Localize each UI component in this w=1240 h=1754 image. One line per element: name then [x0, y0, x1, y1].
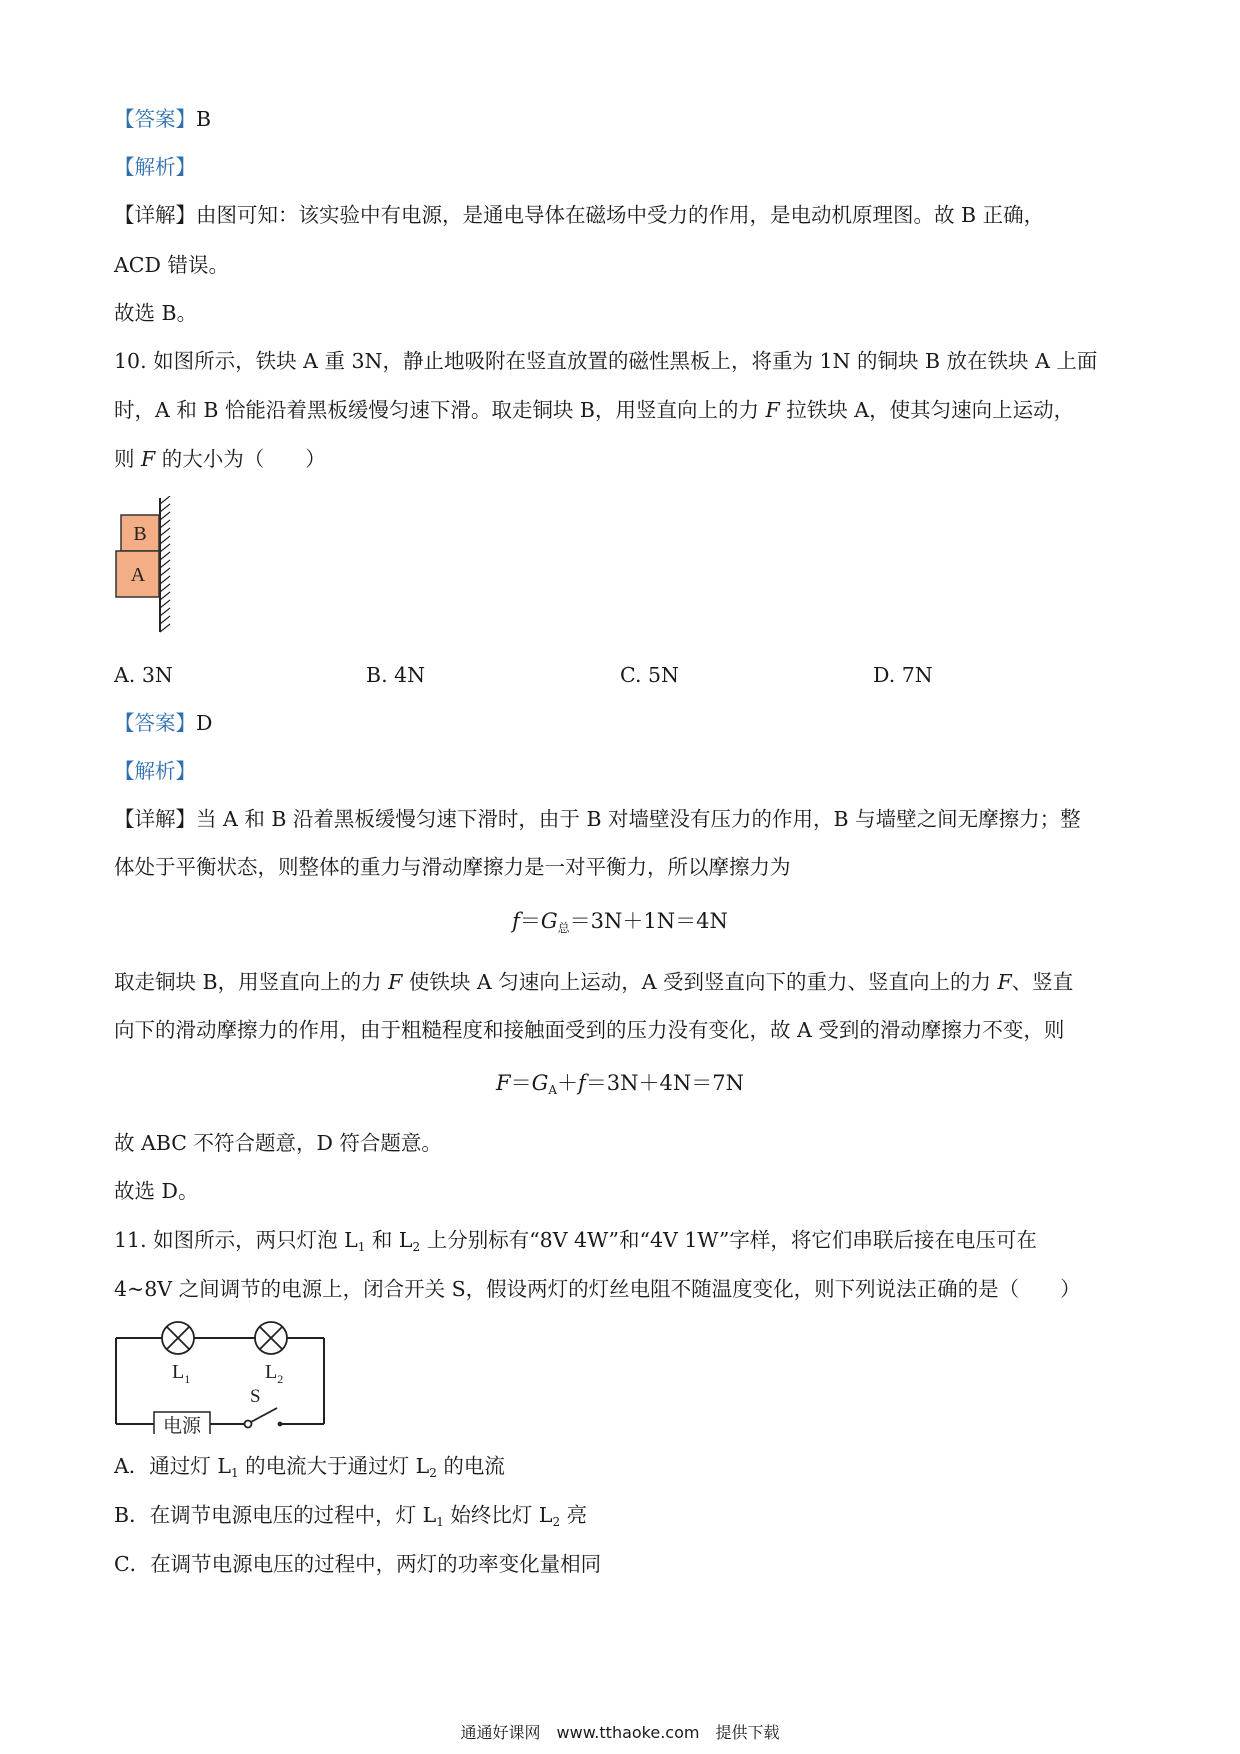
q10-answer: 【答案】D: [114, 711, 213, 735]
q9-detail-line1: 【详解】由图可知：该实验中有电源，是通电导体在磁场中受力的作用，是电动机原理图。故 B 正确，: [114, 203, 1045, 227]
q10-detail-line3: 取走铜块 B，用竖直向上的力 F 使铁块 A 匀速向上运动，A 受到竖直向下的重力、竖直向上的力 F、竖直: [114, 970, 1074, 994]
q10-equation-1: $f=G_总=3N+1N=4N$: [512, 909, 728, 935]
q10-stem-line2: 时，A 和 B 恰能沿着黑板缓慢匀速下滑。取走铜块 B，用竖直向上的力 F 拉铁块 A，使其匀速向上运动，: [114, 398, 1075, 422]
q10-block-figure: [110, 496, 176, 634]
q10-detail-line4: 向下的滑动摩擦力的作用，由于粗糙程度和接触面受到的压力没有变化，故 A 受到的滑动摩擦力不变，则: [114, 1018, 1065, 1042]
q10-analysis-label: 【解析】: [114, 759, 196, 783]
q10-detail-line2: 体处于平衡状态，则整体的重力与滑动摩擦力是一对平衡力，所以摩擦力为: [114, 855, 791, 879]
q10-option-d: D. 7N: [873, 663, 933, 687]
lamp-l1-label: $L_1$: [172, 1361, 191, 1386]
q11-option-b: B．在调节电源电压的过程中，灯 $L_1$ 始终比灯 $L_2$ 亮: [114, 1503, 588, 1529]
q10-option-b: B. 4N: [366, 663, 426, 687]
switch-icon: [245, 1408, 282, 1428]
lamp-l2-icon: [255, 1322, 287, 1354]
q10-conclusion: 故 ABC 不符合题意，D 符合题意。: [114, 1131, 442, 1155]
q10-choice: 故选 D。: [114, 1179, 199, 1203]
q10-option-a: A. 3N: [114, 663, 173, 687]
lamp-l2-label: $L_2$: [265, 1361, 284, 1386]
q11-option-c: C．在调节电源电压的过程中，两灯的功率变化量相同: [114, 1552, 602, 1576]
q10-stem-line1: 10. 如图所示，铁块 A 重 3N，静止地吸附在竖直放置的磁性黑板上，将重为 1N 的铜块 B 放在铁块 A 上面: [114, 349, 1098, 373]
q9-answer: 【答案】B: [114, 107, 212, 131]
q11-stem-line2: 4~8V 之间调节的电源上，闭合开关 S，假设两灯的灯丝电阻不随温度变化，则下列说法正确的是（ ）: [114, 1277, 1081, 1301]
q11-circuit-diagram: [110, 1318, 330, 1434]
q9-choice: 故选 B。: [114, 301, 198, 325]
q9-analysis-label: 【解析】: [114, 155, 196, 179]
q10-equation-2: $F=G_A+f=3N+4N=7N$: [495, 1071, 745, 1097]
q10-stem-line3: 则 F 的大小为（ ）: [114, 447, 326, 471]
switch-label: S: [250, 1386, 261, 1407]
block-a-label: A: [130, 564, 146, 586]
q10-detail-line1: 【详解】当 A 和 B 沿着黑板缓慢匀速下滑时，由于 B 对墙壁没有压力的作用，B 与墙壁之间无摩擦力；整: [114, 807, 1081, 831]
q9-detail-line2: ACD 错误。: [114, 253, 229, 277]
q10-option-c: C. 5N: [620, 663, 679, 687]
lamp-l1-icon: [162, 1322, 194, 1354]
q11-option-a: A．通过灯 $L_1$ 的电流大于通过灯 $L_2$ 的电流: [114, 1454, 505, 1480]
q11-stem-line1: 11. 如图所示，两只灯泡 $L_1$ 和 $L_2$ 上分别标有“8V 4W”和“4V 1W”字样，将它们串联后接在电压可在: [114, 1228, 1037, 1254]
block-b-label: B: [133, 523, 147, 545]
page-footer: 通通好课网 www.tthaoke.com 提供下载: [460, 1723, 780, 1742]
power-source-label: 电源: [162, 1415, 202, 1434]
